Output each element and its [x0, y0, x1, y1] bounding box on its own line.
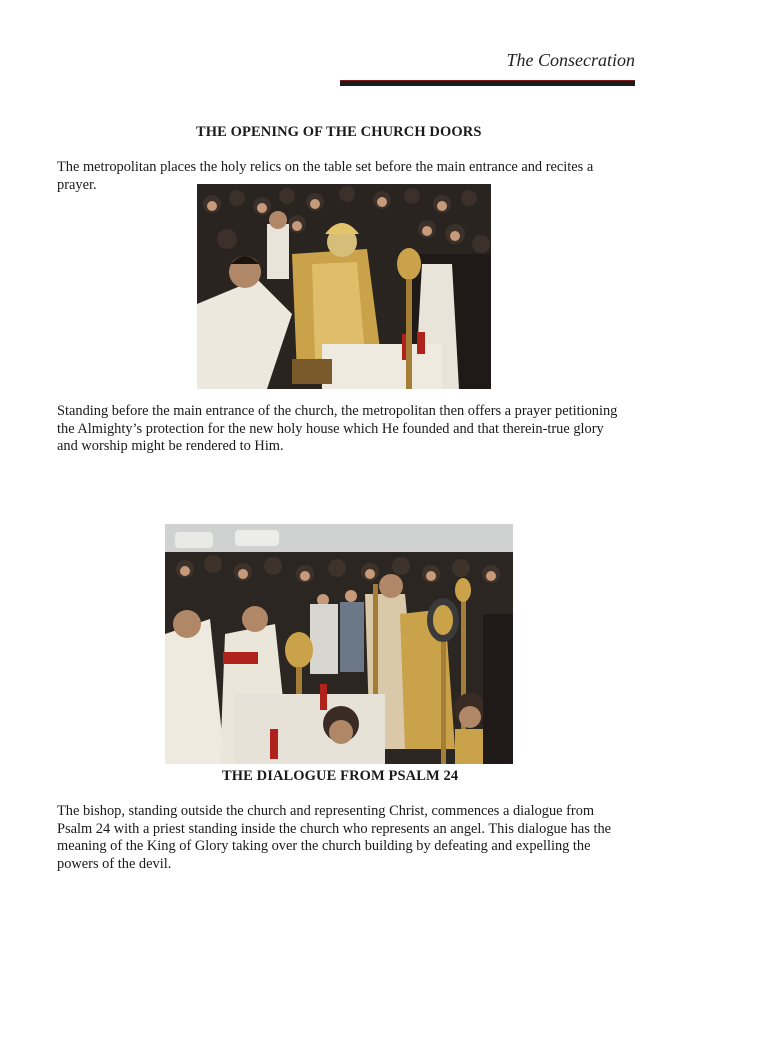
photo-metropolitan-with-relics — [197, 184, 491, 389]
section-title-dialogue-psalm-24: THE DIALOGUE FROM PSALM 24 — [222, 768, 459, 784]
photo-dialogue-psalm-24 — [165, 524, 513, 764]
paragraph-dialogue: The bishop, standing outside the church and representing Christ, commences a dialogue from Psalm 24 with a priest standing inside the church who represents an angel. This dialogue has the meaning of the King of Glory taking over the church building by defeating and expelling the powers of the devil. — [57, 803, 612, 872]
running-head: The Consecration — [506, 50, 635, 70]
section-title-opening-doors: THE OPENING OF THE CHURCH DOORS — [196, 124, 482, 140]
paragraph-prayer: Standing before the main entrance of the church, the metropolitan then offers a prayer petitioning the Almighty’s protection for the new holy house which He founded and that therein-true glory and worship might be rendered to Him. — [57, 403, 618, 454]
paragraph-relics: The metropolitan places the holy relics on the table set before the main entrance and recites a prayer. — [57, 159, 594, 193]
header-rule — [340, 80, 635, 86]
